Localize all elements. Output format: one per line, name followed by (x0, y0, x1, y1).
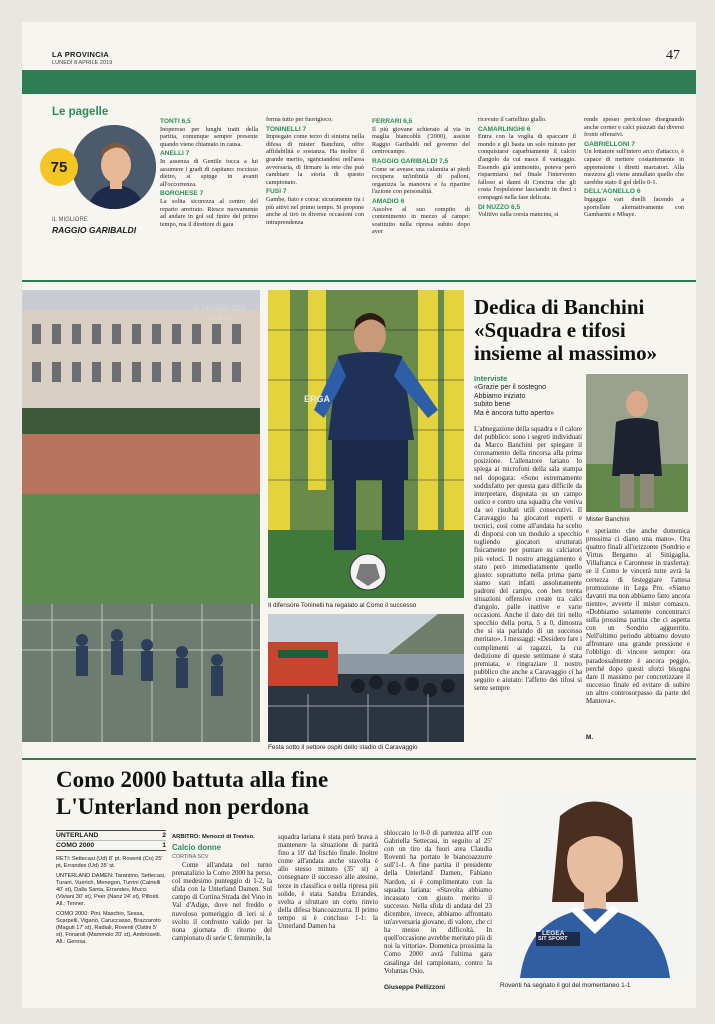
article-author: Giuseppe Pellizzoni (384, 984, 446, 991)
kit-brand: LEGEA (542, 930, 565, 937)
rating-text: Entra con la voglia di spaccare il mondo e gli basta un solo minuto per conquistarsi caparbiamente il calcio d'angolo da cui nasce il vantaggio. Essendo già ammonito, poteva però risparmiarsi nel finale l'intervento falloso ai danni di Concina che gli costa l'espulsione lasciando in dieci i compagni nella fase delicata. (478, 133, 576, 201)
goals-line: RETI: Settecasi (Ud) 8' pt, Roventi (Co) 25' pt, Errandes (Ud) 35' st. (56, 856, 163, 869)
fans-caption: Festa sotto il settore ospiti dello stadio di Caravaggio (268, 744, 418, 751)
como2000-body-3: sbloccato lo 0-0 di partenza all'8' con Gabriella Settecasi, in seguito al 25' con un tiro da fuori area Claudia Roventi ha portato le biancoazzurre sull'1-1. A fine partita il presidente della Unterland Damen, Fabiano Nardon, si è complimentato con la squadra lariana: «Stavolta abbiamo incassato con giusto merito il successo. Nella sfida di andata del 23 dicembre, invece, abbiamo affrontato un'avversaria giovane, di valore, che ci ha messo in difficoltà. In quell'occasione avrebbe meritato più di noi la vittoria». Domenica prossima la Como 2000 avrà l'ultima gara casalinga del campionato, contro la Voluntas Osio. (384, 830, 492, 975)
ratings-column-2 (266, 116, 364, 274)
rating-text: Gambe, fiato e corsa: sicuramente tra i più attivi nel primo tempo. Si propone anche al tiro in diverse occasioni con intraprendenza (266, 195, 364, 226)
watermark: IL MUSEO DEL COMO (192, 304, 248, 322)
rating-name: GABRIELLONI 7 (584, 140, 635, 148)
como-lineup: COMO 2000: Pini, Maschio, Sessa, Scarpelli, Viganò, Caruccasso, Brazzaroto (Maguti 17' st), Radiali, Roventi (Ostini 5' st), Fonaroli (Mammolo 20' st), Ambrosetti. All.: Gerosa. (56, 911, 162, 945)
ratings-column-4 (478, 116, 576, 274)
player-portrait (72, 125, 156, 209)
rating-text: Volitivo sulla corsia mancina, si (478, 211, 559, 219)
rating-text: Assolve al suo compito di contenimento in mezzo al campo: sostituito nella ripresa subito dopo aver (372, 205, 470, 236)
kit-sponsor: SIT SPORT (538, 936, 568, 942)
rating-name: TONINELLI 7 (266, 125, 307, 133)
scoreboard (56, 830, 166, 851)
rating-name: BORGHESE 7 (160, 190, 204, 198)
rating-name: TONTI 6,5 (160, 118, 191, 125)
rating-text: rende spesso pericoloso disegnando anche corner e calci piazzati dai diversi fronti offensivi. (584, 116, 684, 139)
best-label: IL MIGLIORE (52, 217, 88, 223)
newspaper-page (22, 22, 696, 1008)
rating-name: ANELLI 7 (160, 150, 190, 158)
section-kicker: Calcio donne (172, 843, 221, 852)
photo-caption: Il difensore Toninelli ha regalato al Como il successo (268, 602, 417, 609)
rating-badge: 75 (40, 148, 78, 186)
issue-date: LUNEDÌ 8 APRILE 2019 (52, 60, 113, 66)
toninelli-photo (268, 290, 464, 598)
banchini-body-right: e speriamo che anche domenica prossima ci diano una mano». Ora quattro finali all'orizzonte (Sondrio e Virtus Bergamo al Sinigaglia, Villafranca e Caronnese in trasferta): se il Como le vincerà tutte avrà la certezza di festeggiare l'attesa promozione in Lega Pro. «Siamo davanti ma non abbiamo fatto ancora niente», avverte il mister comasco. «Dobbiamo solamente concentrarci sulla prossima partita che ci aspetta con un Sondrio agguerrito. Nell'ultimo periodo abbiamo dovuto affrontare una grande pressione e l'obbligo di vincere sempre: ora paradossalmente è ancora peggio, perché dopo questi sforzi bisogna dare il massimo per concretizzare il successo finale ed evitare di subire un altro controsorpasso da parte del Mantova». (586, 528, 690, 705)
roventi-photo (500, 792, 690, 978)
rating-text: Come se avesse una calamita ai piedi recupera un'infinità di palloni, organizza la manovra e fa ripartire l'azione con personalità. (372, 165, 470, 196)
divider (22, 758, 696, 760)
page-number: 47 (666, 48, 680, 63)
ratings-column-3 (372, 116, 470, 274)
rating-text: La solita sicurezza al centro del reparto arretrato. Riesce nuovamente ad andare in gol sul finire del primo tempo, ma il direttore di gara (160, 197, 258, 228)
rating-text: Ingaggia vari duelli facendo a sportellate alternativamente con Gambarini e Mbaye. (584, 195, 684, 219)
rating-name: AMADIO 6 (372, 197, 405, 205)
paper-name: LA PROVINCIA (52, 50, 110, 59)
rating-text: Impiegato come terzo di sinistra nella difesa di mister Banchini, offre affidabilità e sostanza. Ha inoltre il grande merito, sganciandosi nell'area avversaria, di firmare la rete che può cambiare la storia di questo campionato. (266, 133, 364, 186)
divider (22, 280, 696, 282)
unterland-lineup: UNTERLAND DAMEN: Tarantino, Settecasi, Turani, Vuerich, Menegon, Turrini (Cainelli 40' st), Dalla Santa, Errandes, Mucci (Viviani 30' st), Peer (Nanz 24' st), Pillosti. All.: Tenner. (56, 873, 166, 907)
rating-text: Un lottatore sull'intero arco d'attacco, è capace di mettere costantemente in apprensione i diretti marcatori. Alla mezzora gli viene annullato quello che sarebbe stato il gol dello 0-1. (584, 148, 684, 186)
como2000-headline: Como 2000 battuta alla fine L'Unterland non perdona (56, 767, 329, 819)
shirt-sponsor: ERGA (304, 394, 331, 404)
roventi-caption: Roventi ha segnato il gol del momentaneo 1-1 (500, 982, 631, 989)
rating-text: Inoperoso per lunghi tratti della partita, comunque sempre presente quando viene chiamato in causa. (160, 125, 258, 148)
pagelle-title: Le pagelle (52, 106, 109, 118)
interview-subhead: «Grazie per il sostegno Abbiamo iniziato subito bene Ma è ancora tutto aperto» (474, 384, 555, 417)
article-signature: M. (586, 734, 594, 741)
rating-text: In assenza di Gentile tocca a lui assumere i gradi di capitano: roccioso dietro, si spinge in avanti all'occorrenza. (160, 157, 258, 188)
coach-photo (586, 374, 688, 512)
ratings-column-1 (160, 116, 258, 274)
banchini-body-left: L'abnegazione della squadra e il calore del pubblico: sono i segreti individuati da Marco Banchini per spiegare il coronamento della rincorsa alla prima posizione. L'allenatore lariano lo spiega ai microfoni della sala stampa nel dopogara: «Sono estremamente soddisfatto per questa gara difficile da interpretare, disputata su un campo ostico e contro una squadra che veniva da sei risultati utili consecutivi. Il Caravaggio ha giocatori esperti e tecnici, così come all'andata ha scelto di disporsi con un modulo a specchio togliendo giocatori strutturati fisicamente per puntare su calciatori più veloci. Il nostro atteggiamento è stato però immediatamente quello giusto: soprattutto nella prima parte siamo stati infatti assolutamente padroni del campo, con ben trenta situazioni offensive create tra calci d'angolo, palle inattive e varie occasioni. Anche il dato dei tiri nello specchio della porta, 5 a 0, dimostra che si sta parlando di un successo meritato». I messaggi: «Desidero fare i complimenti ai ragazzi, la cui dedizione di queste settimane è stata premiata, e ringraziare il nostro pubblico che anche a Caravaggio ci ha seguito e aiutato: l'affetto dei tifosi si sente sempre (474, 426, 582, 692)
fans-photo (268, 614, 464, 742)
rating-name: FUSI 7 (266, 188, 287, 196)
rating-name: DELL'AGNELLO 6 (584, 188, 641, 196)
rating-text: ricevuto il cartellino giallo. (478, 116, 547, 123)
coach-caption: Mister Banchini (586, 516, 630, 523)
section-band (22, 70, 696, 94)
rating-text: ferma tutto per fuorigioco. (266, 116, 333, 123)
score-row: COMO 2000 1 (56, 842, 166, 849)
como2000-body-1: Come all'andata nel turno prenatalizio la Como 2000 ha perso, col medesimo punteggio di 1-2, la sfida con la Unterland Damen. Sul campo di Cortina Strada del Vino in Val d'Adige, dove nel freddo e nuvoloso pomeriggio di ieri si è svolto il confronto valido per la nona giornata di ritorno del campionato di serie C femminile, la (172, 862, 272, 942)
best-player-name: RAGGIO GARIBALDI (52, 225, 137, 235)
dateline: CORTINA SCV (172, 854, 209, 860)
banchini-headline: Dedica di Banchini «Squadra e tifosi insieme al massimo» (474, 295, 658, 365)
referee-line: ARBITRO: Menozzi di Treviso. (172, 834, 255, 840)
rating-name: FERRARI 6,5 (372, 118, 413, 125)
rating-name: CAMARLINGHI 6 (478, 125, 531, 133)
ratings-column-5 (584, 116, 684, 274)
como2000-body-2: squadra lariana è stata però brava a mantenere la situazione di parità fino a 10' dal fischio finale. Inoltre come all'andata anche stavolta è allo stesso minuto (35' st) a consegnare il successo alle atesine, terze in classifica e nella ripresa più solide, è stata Sandra Errandes, svelta a sfruttare un corto rinvio della difesa biancoazzurra. Il primo tempo si è concluso 1-1: la Unterland Damen ha (278, 834, 378, 931)
rating-text: Il più giovane schierato al via in maglia biancoblù ('2000), assiste Raggio Garibaldi nel governo del centrocampo. (372, 125, 470, 156)
match-sheet (56, 856, 166, 992)
stadium-photo (22, 290, 260, 742)
rating-name: RAGGIO GARIBALDI 7,5 (372, 157, 449, 165)
rating-name: DI NUZZO 6,5 (478, 203, 521, 211)
score-row: UNTERLAND 2 (56, 832, 166, 839)
interview-kicker: Interviste (474, 374, 508, 383)
